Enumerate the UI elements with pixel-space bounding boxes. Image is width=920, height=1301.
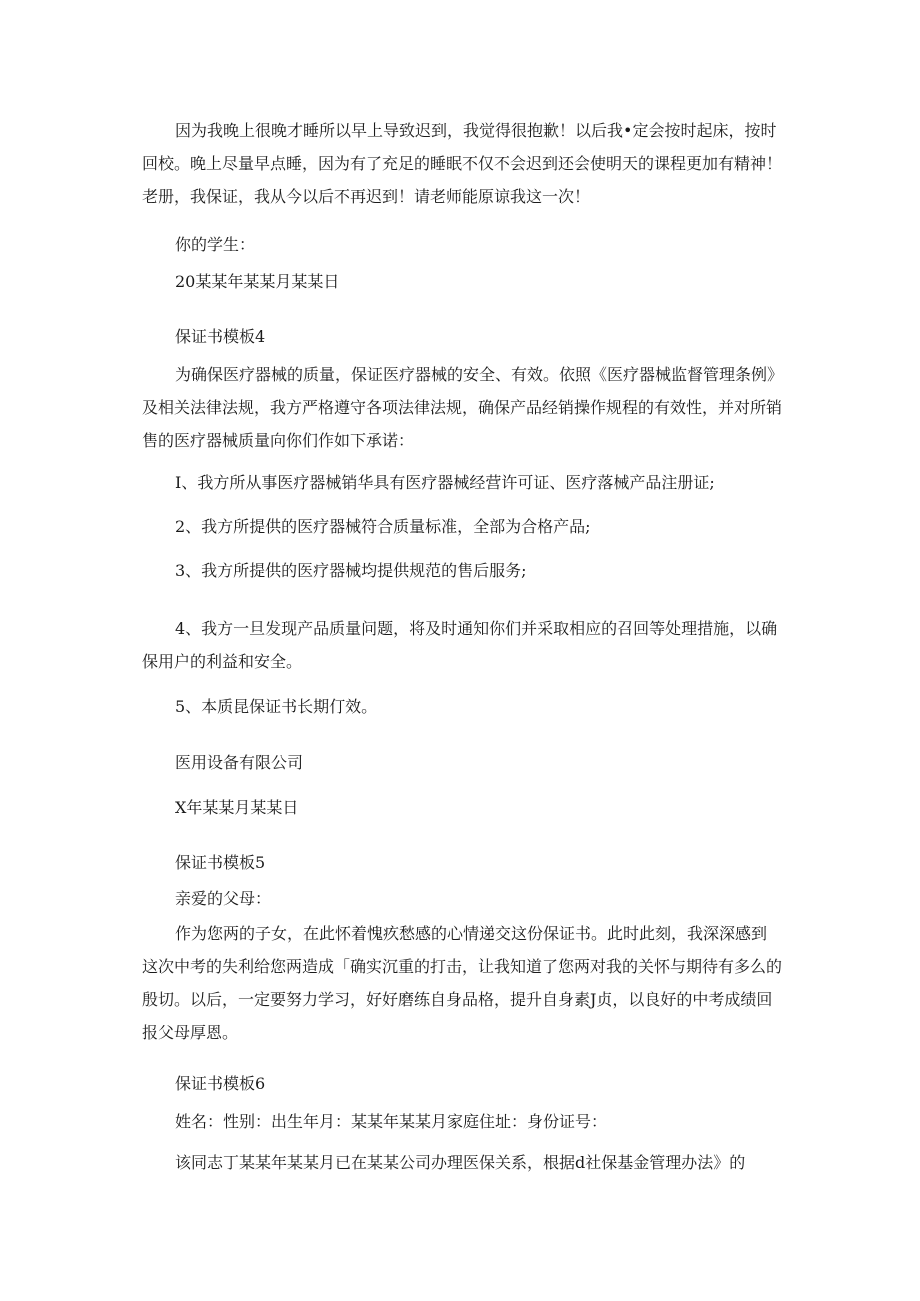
commitment-item-1: I、我方所从事医疗器械销华具有医疗器械经营许可证、医疗落械产品注册证;: [175, 473, 715, 492]
parents-letter-paragraph: 作为您两的子女，在此怀着愧疚愁感的心情递交这份保证书。此时此刻，我深深感到这次中考的失利给您两造成「确实沉重的打击，让我知道了您两对我的关怀与期待有多么的殷切。以后，一定要努力学习，好好磨练自身品格，提升自身素J贞，以良好的中考成绩回报父母厚恩。: [142, 924, 783, 1042]
salutation-parents: 亲爱的父母：: [175, 889, 272, 908]
signature-student: 你的学生：: [175, 235, 256, 254]
apology-paragraph: 因为我晚上很晚才睡所以早上导致迟到，我觉得很抱歉！以后我•定会按时起床，按时回校。晚上尽量早点睡，因为有了充足的睡眠不仅不会迟到还会使明天的课程更加有精神！老册，我保证，我从今以后不再迟到！请老师能原谅我这一次！: [142, 121, 783, 206]
company-signature: 医用设备有限公司: [175, 753, 304, 772]
section-heading-template-4: 保证书模板4: [175, 327, 266, 346]
company-date: X年某某月某某日: [175, 798, 299, 817]
certification-paragraph: 该同志丁某某年某某月已在某某公司办理医保关系，根据d社保基金管理办法》的: [175, 1153, 746, 1172]
commitment-item-3: 3、我方所提供的医疗器械均提供规范的售后服务;: [175, 561, 527, 580]
commitment-item-4: 4、我方一旦发现产品质量问题，将及时通知你们并采取相应的召回等处理措施，以确保用户的利益和安全。: [142, 619, 778, 671]
commitment-item-5: 5、本质昆保证书长期仃效。: [175, 697, 378, 716]
section-heading-template-6: 保证书模板6: [175, 1074, 266, 1093]
date-line: 20某某年某某月某某日: [175, 272, 340, 291]
personal-info-line: 姓名：性别：出生年月：某某年某某月家庭住址：身份证号：: [175, 1112, 608, 1131]
medical-device-intro: 为确保医疗器械的质量，保证医疗器械的安全、有效。依照《医疗器械监督管理条例》及相关法律法规，我方严格遵守各项法律法规，确保产品经销操作规程的有效性，并对所销售的医疗器械质量向你们作如下承诺：: [142, 365, 783, 450]
commitment-item-2: 2、我方所提供的医疗器械符合质量标准，全部为合格产品;: [175, 517, 591, 536]
section-heading-template-5: 保证书模板5: [175, 853, 266, 872]
